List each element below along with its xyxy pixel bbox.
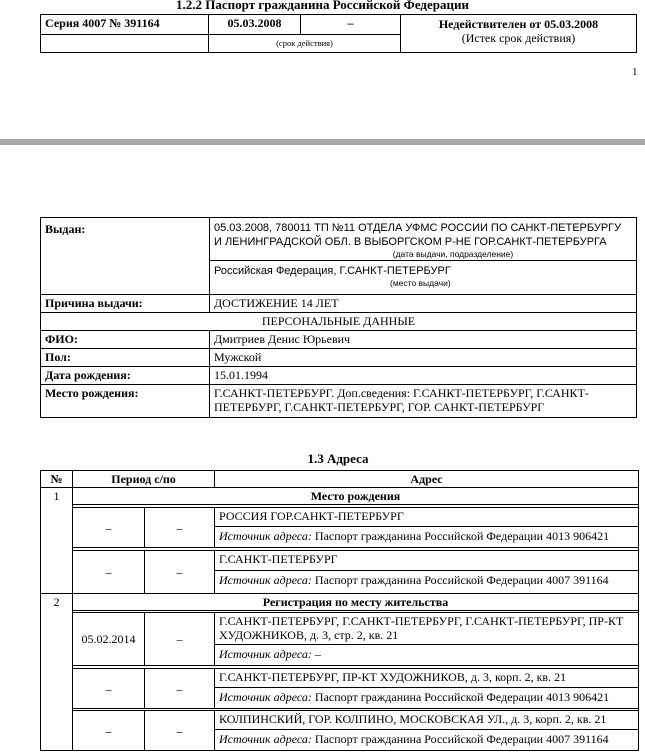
passport-expiry-dash: – (301, 15, 401, 35)
birth-date-label: Дата рождения: (41, 367, 210, 385)
source-value: – (314, 647, 321, 661)
source-value: Паспорт гражданина Российской Федерации 4013 906421 (314, 690, 610, 704)
address-source (215, 645, 638, 665)
source-label: Источник адреса: (219, 529, 312, 543)
period-to: – (145, 508, 215, 548)
address-cell (215, 669, 639, 709)
period-from: – (73, 711, 145, 751)
period-from: – (73, 508, 145, 548)
period-from: – (73, 669, 145, 709)
period-from: 05.02.2014 (73, 613, 145, 666)
address-value: КОЛПИНСКИЙ, ГОР. КОЛПИНО, МОСКОВСКАЯ УЛ., д. 3, корп. 2, кв. 21 (215, 711, 638, 730)
source-value: Паспорт гражданина Российской Федерации 4013 906421 (314, 529, 610, 543)
address-value: РОССИЯ ГОР.САНКТ-ПЕТЕРБУРГ (215, 508, 638, 527)
source-label: Источник адреса: (219, 732, 312, 746)
passport-section-title: 1.2.2 Паспорт гражданина Российской Федерации (176, 0, 469, 12)
passport-summary-table (40, 14, 637, 53)
address-source (215, 527, 638, 547)
group-num: 1 (41, 488, 73, 594)
issued-place-cell (210, 261, 637, 295)
sex-value: Мужской (210, 349, 637, 367)
source-value: Паспорт гражданина Российской Федерации 4007 391164 (314, 573, 609, 587)
source-value: Паспорт гражданина Российской Федерации 4007 391164 (314, 732, 609, 746)
fio-label: ФИО: (41, 331, 210, 349)
address-cell (215, 711, 639, 751)
birth-date-value: 15.01.1994 (210, 367, 637, 385)
passport-series-number: Серия 4007 № 391164 (41, 15, 209, 35)
address-value: Г.САНКТ-ПЕТЕРБУРГ, ПР-КТ ХУДОЖНИКОВ, д. 3, корп. 2, кв. 21 (215, 669, 638, 688)
personal-data-header: ПЕРСОНАЛЬНЫЕ ДАННЫЕ (41, 313, 637, 331)
group-num: 2 (41, 594, 73, 751)
period-to: – (145, 669, 215, 709)
validity-caption: (срок действия) (209, 35, 401, 53)
passport-status (401, 15, 637, 53)
address-cell (215, 551, 639, 594)
address-value: Г.САНКТ-ПЕТЕРБУРГ, Г.САНКТ-ПЕТЕРБУРГ, Г.САНКТ-ПЕТЕРБУРГ, ПР-КТ ХУДОЖНИКОВ, д. 3, стр. 2, кв. 21 (215, 613, 638, 645)
birth-place-value: Г.САНКТ-ПЕТЕРБУРГ. Доп.сведения: Г.САНКТ-ПЕТЕРБУРГ, Г.САНКТ-ПЕТЕРБУРГ, Г.САНКТ-ПЕТЕРБУРГ, ГОР. САНКТ-ПЕТЕРБУРГ (210, 385, 637, 418)
issued-value: 05.03.2008, 780011 ТП №11 ОТДЕЛА УФМС РОССИИ ПО САНКТ-ПЕТЕРБУРГУ И ЛЕНИНГРАДСКОЙ ОБЛ. В ВЫБОРГСКОМ Р-НЕ ГОР.САНКТ-ПЕТЕРБУРГА (214, 222, 622, 248)
issued-place-caption: (место выдачи) (390, 278, 451, 288)
source-label: Источник адреса: (219, 690, 312, 704)
col-address-header: Адрес (215, 471, 639, 488)
sex-label: Пол: (41, 349, 210, 367)
passport-details-table (40, 217, 637, 418)
group-header: Регистрация по месту жительства (73, 594, 639, 611)
period-to: – (145, 613, 215, 666)
passport-issue-date: 05.03.2008 (209, 15, 301, 35)
reason-value: ДОСТИЖЕНИЕ 14 ЛЕТ (210, 295, 637, 313)
fio-value: Дмитриев Денис Юрьевич (210, 331, 637, 349)
addresses-table (40, 470, 639, 751)
reason-label: Причина выдачи: (41, 295, 210, 313)
address-source (215, 730, 638, 750)
address-source (215, 571, 638, 593)
page-break-divider (0, 139, 645, 145)
issued-caption: (дата выдачи, подразделение) (392, 249, 514, 259)
address-source (215, 688, 638, 708)
address-value: Г.САНКТ-ПЕТЕРБУРГ (215, 551, 638, 571)
passport-invalid-reason: (Истек срок действия) (461, 31, 576, 45)
period-from: – (73, 551, 145, 594)
addresses-section-title: 1.3 Адреса (307, 451, 369, 466)
period-to: – (145, 551, 215, 594)
issued-cell (210, 218, 637, 261)
group-header: Место рождения (73, 488, 639, 505)
source-label: Источник адреса: (219, 647, 312, 661)
period-to: – (145, 711, 215, 751)
source-label: Источник адреса: (219, 573, 312, 587)
col-num-header: № (41, 471, 73, 488)
address-cell (215, 613, 639, 666)
issued-label: Выдан: (41, 218, 210, 295)
address-cell (215, 508, 639, 548)
birth-place-label: Место рождения: (41, 385, 210, 418)
passport-invalid-status: Недействителен от 05.03.2008 (438, 17, 599, 31)
issued-place: Российская Федерация, Г.САНКТ-ПЕТЕРБУРГ (214, 265, 451, 277)
page-number: 1 (632, 66, 638, 78)
col-period-header: Период с/по (73, 471, 215, 488)
